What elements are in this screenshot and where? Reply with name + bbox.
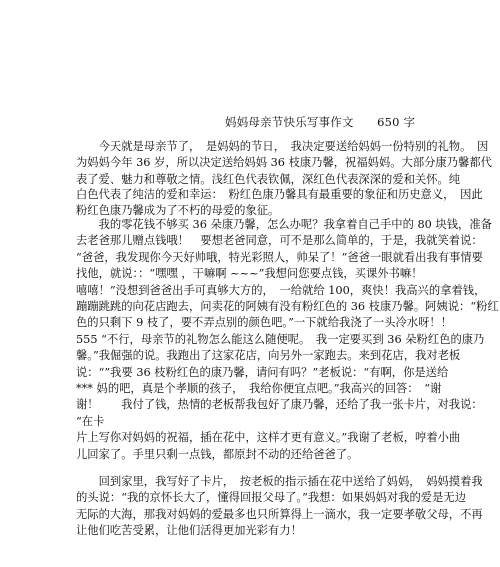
paragraph-1 bbox=[76, 139, 492, 188]
text-line: 嘻嘻！”没想到爸爸出手可真够大方的， 一给就给 100，爽快！我高兴的拿着钱， bbox=[76, 283, 486, 297]
text-line: 表了爱、魅力和尊敬之情。浅红色代表钦佩，深红色代表深深的爱和关怀。纯 bbox=[76, 172, 461, 186]
text-line: 找他，就说：：“嘿嘿 ，干嘛啊 ~~~”我想问您要点钱，买课外书嘛！ bbox=[76, 267, 423, 281]
text-line: 今天就是母亲节了， 是妈妈的节日， 我决定要送给妈妈一份特别的礼物。 因 bbox=[76, 140, 489, 153]
text-line: 色的只剩下 9 枝了，要不弄点别的颜色吧。”一下就给我浇了一头冷水呀！！ bbox=[76, 316, 452, 330]
text-line: 片上写你对妈妈的祝福，插在花中，这样才更有意义。”我谢了老板，哼着小曲 bbox=[76, 431, 461, 445]
text-line: 说：“”我要 36 枝粉红色的康乃馨，请问有吗？”老板说：“有啊，你是送给 bbox=[76, 365, 449, 379]
text-line: 粉红色康乃馨成为了不朽的母爱的象征。 bbox=[76, 204, 280, 218]
text-line: “在卡 bbox=[76, 414, 105, 428]
text-line: 无际的大海，那我对妈妈的爱最多也只所算得上一滴水，我一定要孝敬父母，不再 bbox=[76, 507, 483, 521]
text-line: 为妈妈今年 36 岁，所以决定送给妈妈 36 枝康乃馨，祝福妈妈。大部分康乃馨都代 bbox=[76, 156, 492, 170]
text-line: 回到家里，我写好了卡片， 按老板的指示插在花中送给了妈妈， 妈妈摸着我 bbox=[76, 475, 483, 488]
text-line: 蹦蹦跳跳的向花店跑去，问卖花的阿姨有没有粉红色的 36 枝康乃馨。阿姨说：“粉红 bbox=[76, 300, 499, 314]
document-title: 妈妈母亲节快乐写事作文 650 字 bbox=[225, 115, 416, 129]
text-line: 让他们吃苦受累，让他们活得更加光彩有力！ bbox=[76, 524, 302, 538]
text-line: “爸爸，我发现你今天好帅哦，特光彩照人，帅呆了！”爸爸一眼就看出我有事情要 bbox=[76, 250, 483, 264]
text-line: 白色代表了纯洁的爱和幸运： 粉红色康乃馨具有最重要的象征和历史意义， 因此 bbox=[76, 188, 483, 201]
paragraph-2 bbox=[76, 187, 483, 220]
text-line: 我的零花钱不够买 36 朵康乃馨，怎么办呢？我拿着自己手中的 80 块钱，准备 bbox=[76, 218, 492, 231]
text-line: 555 “不行，母亲节的礼物怎么能这么随便呢。 我一定要买到 36 朵粉红色的康乃 bbox=[76, 332, 485, 346]
text-line: 馨。”我倔强的说。我跑出了这家花店，向另外一家跑去。来到花店，我对老板 bbox=[76, 349, 461, 363]
paragraph-4 bbox=[76, 474, 483, 540]
text-line: *** 妈的吧，真是个孝顺的孩子， 我给你便宜点吧。”我高兴的回答： “谢 bbox=[76, 382, 442, 396]
text-line: 的头说：“我的京怀长大了，懂得回报父母了。”我想：如果妈妈对我的爱是无边 bbox=[76, 491, 466, 505]
text-line: 儿回家了。手里只剩一点钱，都原封不动的还给爸爸了。 bbox=[76, 447, 359, 461]
text-line: 去老爸那儿赠点钱哦！ 要想老爸同意，可不是那么简单的，于是，我就笑着说： bbox=[76, 234, 483, 248]
paragraph-3 bbox=[76, 217, 499, 463]
text-line: 谢！ 我付了钱，热情的老板帮我包好了康乃馨，还给了我一张卡片，对我说： bbox=[76, 398, 483, 412]
